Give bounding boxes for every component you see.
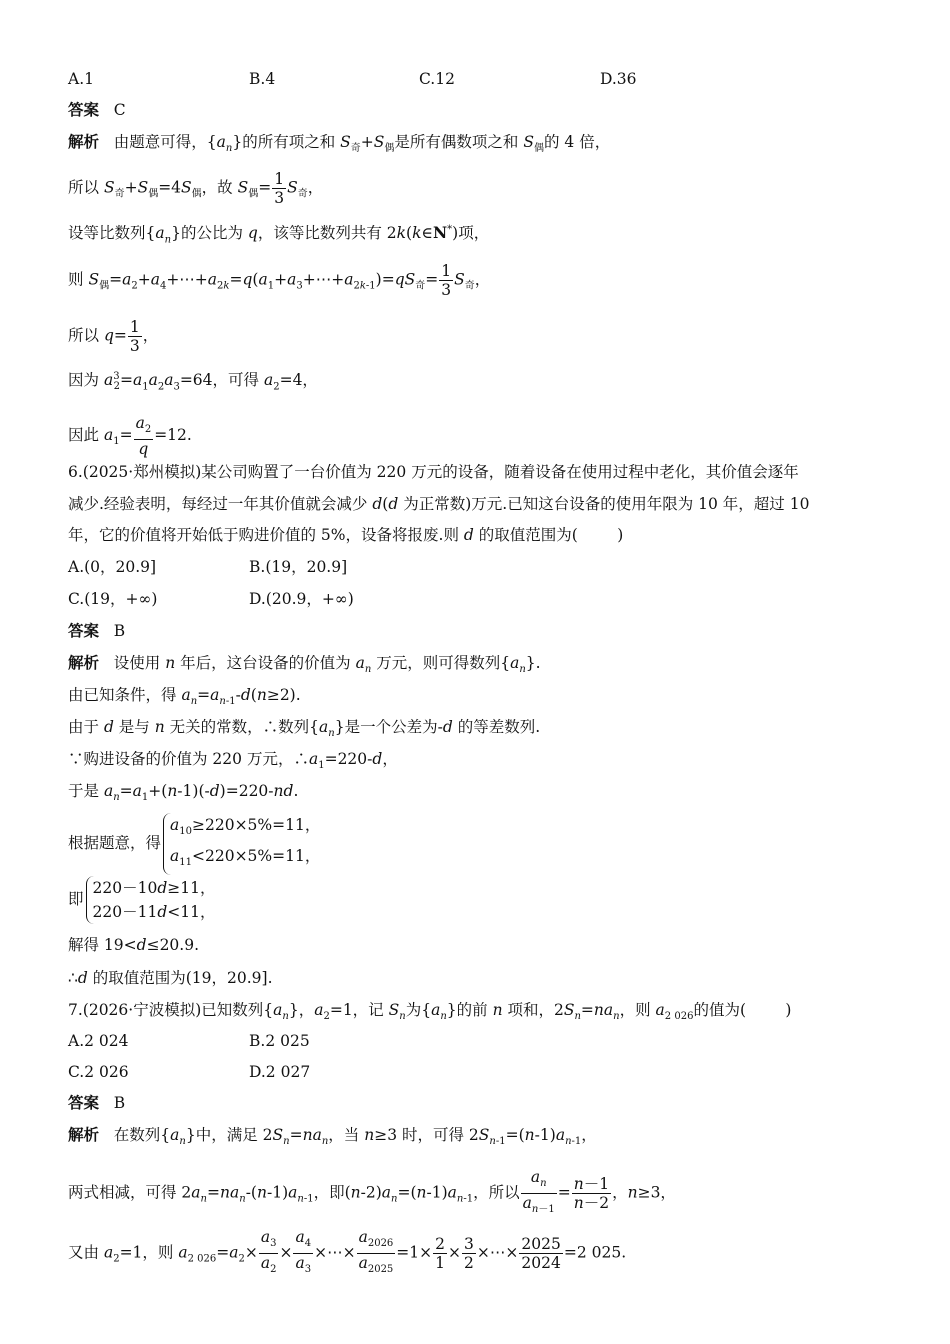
q7-option-a: A.2 024: [68, 1032, 129, 1050]
answer-value: B: [113, 622, 126, 640]
equation-system: $a_{10}\ge 220\times 5\%=11$， $a_{11}<220\times 5\%=11$，: [163, 813, 320, 875]
equation-system: 220－10d≥11， 220－11d<11，: [86, 876, 216, 924]
q6-option-b: B.(19，20.9]: [249, 558, 348, 576]
analysis-label: 解析: [68, 1126, 100, 1144]
q6-analysis-line-5: 于是 $a_n=a_1+(n-1)(-d)=220-nd$.: [68, 782, 299, 804]
q7-option-b: B.2 025: [249, 1032, 310, 1050]
q6-analysis-line-2: 由已知条件，得 $a_n=a_{n-1}-d(n\ge 2)$.: [68, 686, 301, 708]
answer-label: 答案: [68, 101, 100, 119]
fraction: $\frac{a_{2026}}{a_{2025}}$: [358, 1228, 394, 1276]
answer-value: C: [113, 101, 126, 119]
q6-analysis-line-4: ∵购进设备的价值为 220 万元，$\therefore a_1=220-d$，: [68, 750, 398, 772]
q6-option-d: D.(20.9，+∞): [249, 590, 354, 608]
q5-analysis-line-7: 因此 $a_1=$ $\frac{a_2}{q}$ =12.: [68, 414, 192, 459]
fraction: $\frac{2}{1}$: [435, 1235, 446, 1273]
q6-analysis-line-8: 解得 19<d≤20.9.: [68, 936, 200, 954]
fraction: $\frac{3}{2}$: [464, 1235, 474, 1273]
q5-analysis-line-4: 则 $S_偶=a_2+a_4+\cdots+a_{2k}=q(a_1+a_3+\cdots+a_{2k-1})=qS_奇=$ $\frac{1}{3}$ $S_奇$，: [68, 262, 491, 299]
text: 即: [68, 890, 84, 908]
q5-option-b: B.4: [249, 70, 276, 88]
q6-analysis-line-1: 解析 设使用 n 年后，这台设备的价值为 $a_n$ 万元，则可得数列$\{a_n\}$.: [68, 654, 541, 676]
q6-analysis-line-9: ∴d 的取值范围为(19，20.9].: [68, 969, 273, 987]
fraction: $\frac{1}{3}$: [441, 262, 452, 299]
fraction: $\frac{n-1}{n-2}$: [573, 1175, 610, 1213]
q7-option-c: C.2 026: [68, 1063, 129, 1081]
q6-analysis-line-7: [68, 876, 215, 924]
q6-analysis-line-3: 由于 d 是与 n 无关的常数，∴数列$\{a_n\}$是一个公差为-d 的等差数列.: [68, 718, 541, 740]
q7-stem: 7.(2026·宁波模拟)已知数列$\{a_n\}$，$a_2=1$，记 $S_n$为$\{a_n\}$的前 n 项和，$2S_n=na_n$，则 $a_{2 026}$的值为( ): [68, 1001, 792, 1023]
q5-option-c: C.12: [419, 70, 455, 88]
q6-answer: [68, 621, 125, 641]
q6-option-c: C.(19，+∞): [68, 590, 158, 608]
q5-analysis-line-2: 所以 $S_奇+S_偶=4S_偶$，故 $S_偶=$ $\frac{1}{3}$ $S_奇$，: [68, 170, 324, 207]
fraction: $\frac{1}{3}$: [274, 170, 285, 207]
q5-analysis-line-6: 因为 $a^3_2=a_1a_2a_3=64$，可得 $a_2=4$，: [68, 371, 318, 393]
fraction: $\frac{1}{3}$: [129, 318, 140, 355]
q5-option-d: D.36: [600, 70, 637, 88]
q5-analysis-line-5: 所以 q= $\frac{1}{3}$ ，: [68, 318, 159, 355]
q6-stem-line-1: 6.(2025·郑州模拟)某公司购置了一台价值为 220 万元的设备，随着设备在使用过程中老化，其价值会逐年: [68, 463, 799, 481]
fraction: $\frac{2025}{2024}$: [521, 1235, 561, 1273]
q7-analysis-line-1: 解析 在数列$\{a_n\}$中，满足 $2S_n=na_n$，当 n≥3 时，可得 $2S_{n-1}=(n-1)a_{n-1}$，: [68, 1126, 597, 1148]
analysis-label: 解析: [68, 133, 100, 151]
answer-label: 答案: [68, 622, 100, 640]
q7-option-d: D.2 027: [249, 1063, 311, 1081]
q5-answer: [68, 100, 126, 120]
fraction: $\frac{a_3}{a_2}$: [260, 1228, 277, 1276]
q6-stem-line-3: 年，它的价值将开始低于购进价值的 5%，设备将报废.则 d 的取值范围为( ): [68, 526, 624, 544]
q5-analysis-line-3: 设等比数列$\{a_n\}$的公比为 q，该等比数列共有 2k(k∈N*)项，: [68, 223, 490, 246]
analysis-label: 解析: [68, 654, 100, 672]
text: 根据题意，得: [68, 834, 162, 853]
q7-answer: [68, 1093, 125, 1113]
q5-analysis-line-1: 解析 由题意可得，$\{a_n\}$的所有项之和 $S_奇+S_偶$是所有偶数项之和 $S_偶$的 4 倍，: [68, 133, 611, 155]
q6-option-a: A.(0，20.9]: [68, 558, 157, 576]
fraction: $\frac{a_2}{q}$: [135, 414, 152, 459]
q6-analysis-line-6: [68, 813, 320, 875]
answer-value: B: [113, 1094, 126, 1112]
q7-analysis-line-2: 两式相减，可得 $2a_n=na_n-(n-1)a_{n-1}$，即$(n-2)a_n=(n-1)a_{n-1}$，所以 $\frac{a_n}{a_{n-1}}$ = $\frac{n-1}{n-2}$ ，n≥3，: [68, 1168, 676, 1219]
q5-option-a: A.1: [68, 70, 94, 88]
q7-analysis-line-3: 又由 $a_2=1$，则 $a_{2 026}=a_2\times$ $\frac{a_3}{a_2}$ × $\frac{a_4}{a_3}$ ×⋯× $\frac{a_{2026}}{a_{2025}}$ =1× $\frac{2}{1}$ × $\frac{3}{2}$ ×⋯× $\frac{2025}{2024}$ =2 025.: [68, 1228, 626, 1279]
answer-label: 答案: [68, 1094, 100, 1112]
q6-stem-line-2: 减少.经验表明，每经过一年其价值就会减少 d(d 为正常数)万元.已知这台设备的使用年限为 10 年，超过 10: [68, 495, 810, 513]
fraction: $\frac{a_4}{a_3}$: [295, 1228, 312, 1276]
fraction: $\frac{a_n}{a_{n-1}}$: [522, 1168, 555, 1216]
